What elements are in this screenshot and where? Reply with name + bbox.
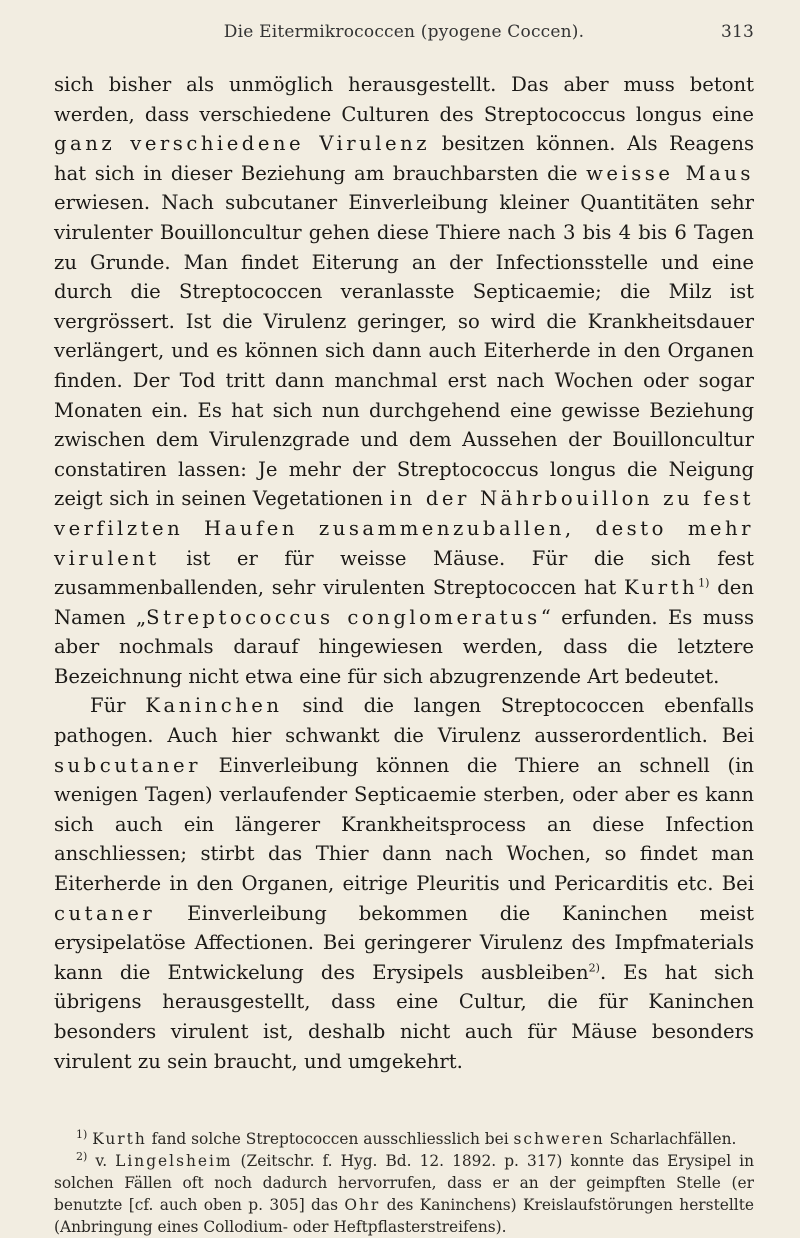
running-header: [54, 22, 754, 52]
p1-emphasis-2: weisse Maus: [586, 161, 754, 185]
page-number: 313: [720, 22, 754, 42]
footnote-2-text-1: (Zeitschr. f. Hyg. Bd. 12. 1892. p. 317) konnte das Erysipel in solchen Fällen oft noch dadurch hervorrufen, dass er an der geimpften Stelle (er benutzte [cf. auch oben p. 305] das: [54, 1152, 754, 1215]
p1-emphasis-1: ganz verschiedene Virulenz: [54, 132, 431, 156]
footnote-1-text-2: Scharlachfällen.: [604, 1130, 737, 1149]
footnote-2-text-0: v.: [87, 1152, 116, 1171]
p1-emphasis-3: in der Nährbouillon zu fest verfilzten Haufen zusammenzuballen, desto mehr virulent: [54, 487, 754, 570]
footnote-1-emphasis: schweren: [513, 1130, 605, 1149]
footnotes: [54, 1128, 754, 1238]
p1-text-2: besitzen können. Als Reagens hat sich in dieser Beziehung am brauchbarsten die: [54, 132, 754, 185]
footnote-ref-2[interactable]: 2): [588, 961, 600, 975]
p1-text-5: den Namen „: [54, 576, 754, 629]
book-page: [54, 22, 754, 1238]
p2-text-3: Einverleibung bekommen die Kaninchen meist erysipelatöse Affectionen. Bei geringerer Virulenz des Impfmaterials kann die Entwickelung des Erysipels ausbleiben: [54, 901, 754, 984]
main-text: [54, 70, 754, 1076]
footnote-2: [54, 1150, 754, 1238]
p1-text-3: erwiesen. Nach subcutaner Einverleibung kleiner Quantitäten sehr virulenter Bouilloncultur gehen diese Thiere nach 3 bis 4 bis 6 Tagen zu Grunde. Man findet Eiterung an der Infectionsstelle und eine durch die Streptococcen veranlasste Septicaemie; die Milz ist vergrössert. Ist die Virulenz geringer, so wird die Krankheitsdauer verlängert, und es können sich dann auch Eiterherde in den Organen finden. Der Tod tritt dann manchmal erst nach Wochen oder sogar Monaten ein. Es hat sich nun durchgehend eine gewisse Beziehung zwischen dem Virulenzgrade und dem Aussehen der Bouilloncultur constatiren lassen: Je mehr der Streptococcus longus die Neigung zeigt sich in seinen Vegetationen: [54, 191, 754, 511]
footnote-2-author: Lingelsheim: [115, 1152, 233, 1171]
p2-emphasis-2: subcutaner: [54, 753, 201, 777]
p2-text-2: Einverleibung können die Thiere an schnell (in wenigen Tagen) verlaufender Septicaemie sterben, oder aber es kann sich auch ein längerer Krankheitsprocess an diese Infection anschliessen; stirbt das Thier dann nach Wochen, so findet man Eiterherde in den Organen, eitrige Pleuritis und Pericarditis etc. Bei: [54, 753, 754, 896]
footnote-2-emphasis: Ohr: [344, 1196, 381, 1215]
p2-emphasis-3: cutaner: [54, 901, 156, 925]
p1-emphasis-5: Streptococcus conglomeratus: [146, 605, 541, 629]
p2-text-4: . Es hat sich übrigens herausgestellt, dass eine Cultur, die für Kaninchen besonders virulent ist, deshalb nicht auch für Mäuse besonders virulent zu sein braucht, und umgekehrt.: [54, 960, 754, 1073]
footnote-1-author: Kurth: [92, 1130, 147, 1149]
p2-text-1: sind die langen Streptococcen ebenfalls pathogen. Auch hier schwankt die Virulenz ausserordentlich. Bei: [54, 694, 755, 748]
footnote-1: [54, 1128, 754, 1150]
p2-text-0: Für: [90, 694, 146, 718]
running-title: Die Eitermikrococcen (pyogene Coccen).: [223, 22, 585, 42]
p2-emphasis-1: Kaninchen: [145, 694, 283, 718]
footnote-2-marker: 2): [76, 1150, 88, 1164]
footnote-2-text-2: des Kaninchens) Kreislaufstörungen herstellte (Anbringung eines Collodium- oder Heftpflasterstreifens).: [54, 1196, 754, 1237]
footnote-1-marker: 1): [76, 1128, 88, 1142]
footnote-ref-1[interactable]: 1): [698, 576, 710, 590]
paragraph-2: [54, 691, 754, 1076]
p1-text-1: sich bisher als unmöglich herausgestellt. Das aber muss betont werden, dass verschiedene Culturen des Streptococcus longus eine: [54, 73, 754, 126]
p1-text-4: ist er für weisse Mäuse. Für die sich fest zusammenballenden, sehr virulenten Streptococcen hat: [54, 546, 754, 600]
p1-emphasis-kurth: Kurth: [623, 576, 699, 600]
p1-text-6: “ erfunden. Es muss aber nochmals darauf hingewiesen werden, dass die letztere Bezeichnung nicht etwa eine für sich abzugrenzende Art bedeutet.: [54, 605, 755, 688]
paragraph-1: [54, 70, 754, 691]
footnote-1-text-1: fand solche Streptococcen ausschliesslich bei: [146, 1130, 514, 1149]
